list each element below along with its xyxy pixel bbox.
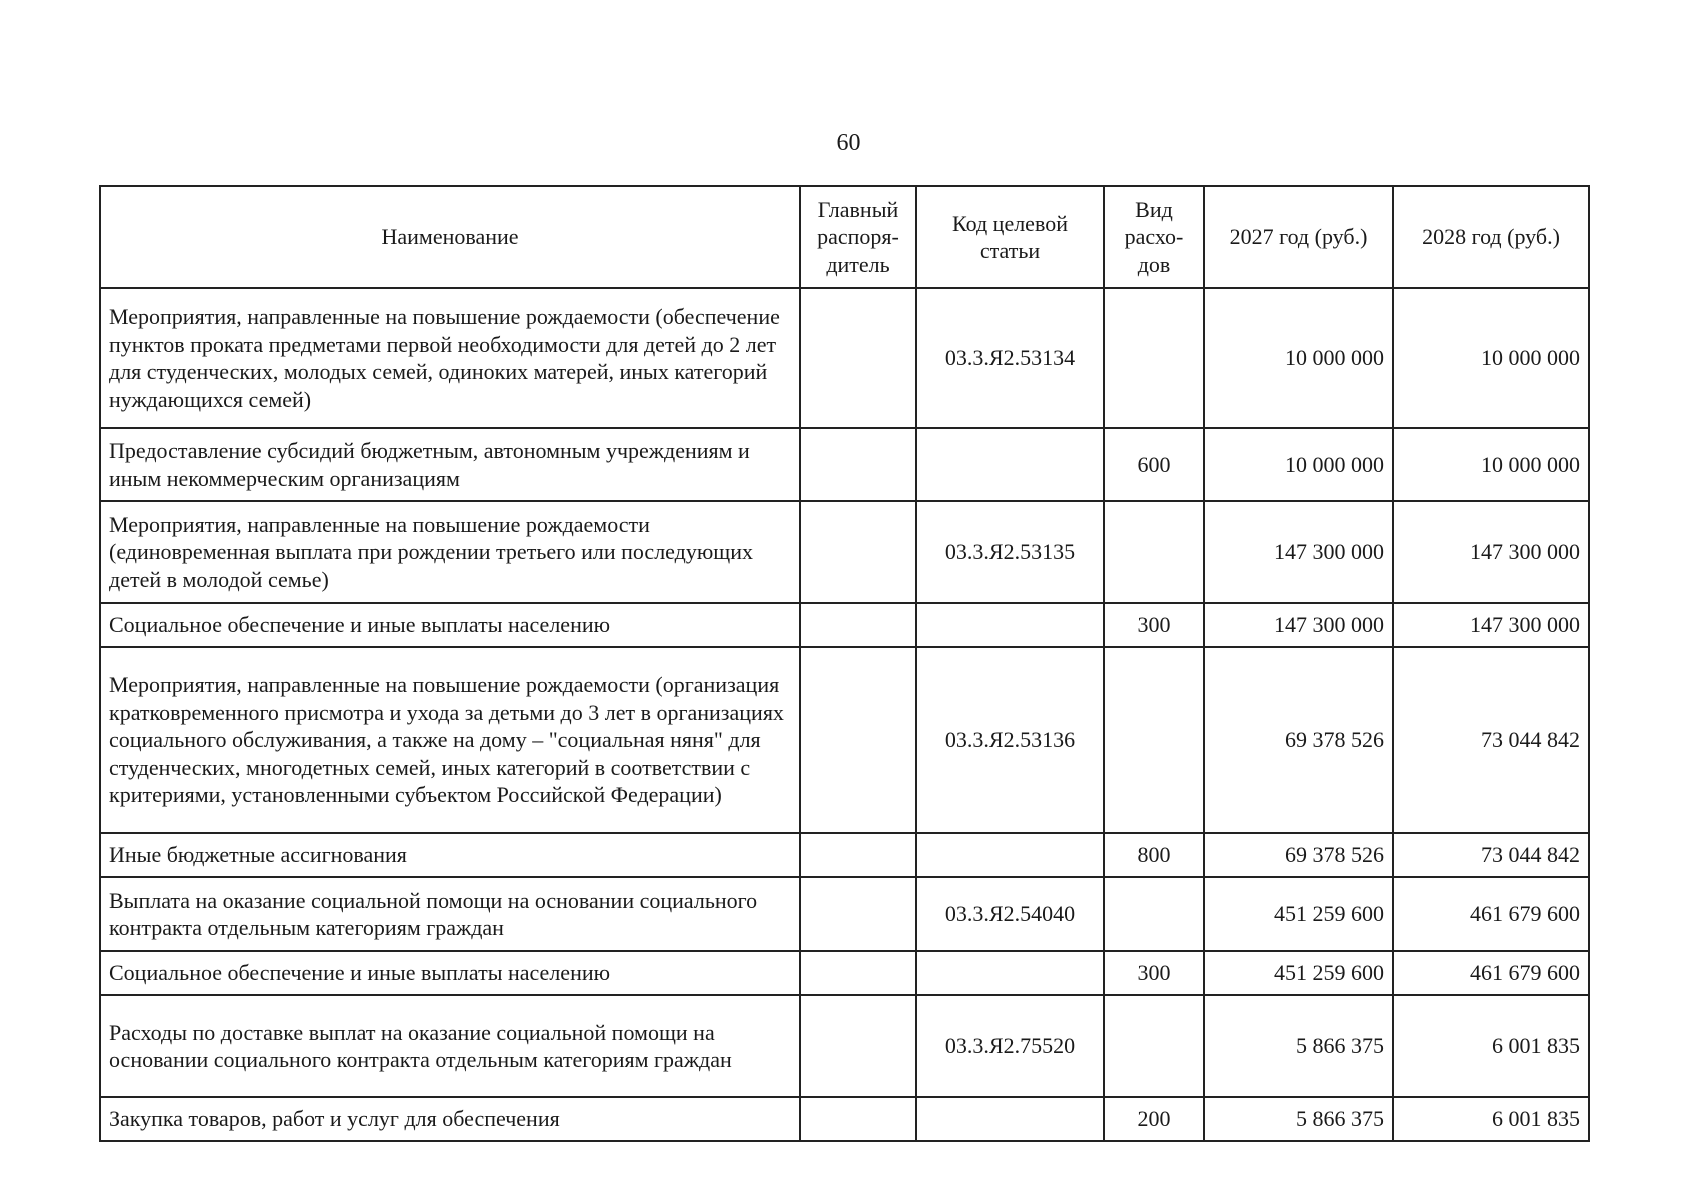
header-code: Код целевой статьи [916,186,1104,288]
row-type: 200 [1104,1097,1204,1141]
table-row [100,428,1589,501]
row-2028: 10 000 000 [1393,428,1589,501]
row-2027: 10 000 000 [1204,288,1393,428]
row-name: Закупка товаров, работ и услуг для обеспечения [100,1097,800,1141]
row-admin [800,647,916,833]
budget-table [99,185,1590,1142]
header-row [100,186,1589,288]
row-2028: 461 679 600 [1393,877,1589,951]
row-2027: 451 259 600 [1204,877,1393,951]
row-type [1104,288,1204,428]
row-2028: 147 300 000 [1393,603,1589,647]
row-2028: 6 001 835 [1393,995,1589,1097]
row-2027: 5 866 375 [1204,995,1393,1097]
row-2027: 69 378 526 [1204,833,1393,877]
row-2027: 147 300 000 [1204,501,1393,603]
header-type: Вид расхо-дов [1104,186,1204,288]
row-name: Социальное обеспечение и иные выплаты населению [100,951,800,995]
row-2028: 73 044 842 [1393,833,1589,877]
header-2028: 2028 год (руб.) [1393,186,1589,288]
row-name: Иные бюджетные ассигнования [100,833,800,877]
row-name: Мероприятия, направленные на повышение рождаемости (организация кратковременного присмотра и ухода за детьми до 3 лет в организациях социального обслуживания, а также на дому – "социальная няня" для студенческих, многодетных семей, иных категорий в соответствии с критериями, установленными субъектом Российской Федерации) [100,647,800,833]
table-row [100,951,1589,995]
row-name: Расходы по доставке выплат на оказание социальной помощи на основании социального контракта отдельным категориям граждан [100,995,800,1097]
table-row [100,288,1589,428]
row-type [1104,877,1204,951]
row-code: 03.3.Я2.54040 [916,877,1104,951]
row-admin [800,877,916,951]
row-name: Социальное обеспечение и иные выплаты населению [100,603,800,647]
row-2027: 451 259 600 [1204,951,1393,995]
row-code [916,951,1104,995]
table-row [100,995,1589,1097]
row-admin [800,603,916,647]
row-admin [800,288,916,428]
row-name: Предоставление субсидий бюджетным, автономным учреждениям и иным некоммерческим организациям [100,428,800,501]
row-2027: 5 866 375 [1204,1097,1393,1141]
page-number: 60 [836,130,861,156]
row-type [1104,501,1204,603]
table-row [100,501,1589,603]
header-2027: 2027 год (руб.) [1204,186,1393,288]
row-type [1104,995,1204,1097]
row-admin [800,428,916,501]
table-row [100,647,1589,833]
row-code: 03.3.Я2.53136 [916,647,1104,833]
row-name: Выплата на оказание социальной помощи на основании социального контракта отдельным категориям граждан [100,877,800,951]
row-admin [800,951,916,995]
row-name: Мероприятия, направленные на повышение рождаемости (единовременная выплата при рождении третьего или последующих детей в молодой семье) [100,501,800,603]
row-2027: 147 300 000 [1204,603,1393,647]
row-type: 600 [1104,428,1204,501]
row-2028: 10 000 000 [1393,288,1589,428]
row-2028: 73 044 842 [1393,647,1589,833]
row-name: Мероприятия, направленные на повышение рождаемости (обеспечение пунктов проката предметами первой необходимости для детей до 2 лет для студенческих, молодых семей, одиноких матерей, иных категорий нуждающихся семей) [100,288,800,428]
row-code [916,603,1104,647]
row-admin [800,1097,916,1141]
row-2028: 461 679 600 [1393,951,1589,995]
row-type: 300 [1104,603,1204,647]
row-type [1104,647,1204,833]
header-admin: Главный распоря-дитель [800,186,916,288]
row-code [916,1097,1104,1141]
table-row [100,1097,1589,1141]
table-row [100,603,1589,647]
row-code: 03.3.Я2.53135 [916,501,1104,603]
row-2028: 6 001 835 [1393,1097,1589,1141]
table-row [100,833,1589,877]
table-row [100,877,1589,951]
row-type: 300 [1104,951,1204,995]
row-admin [800,833,916,877]
row-admin [800,995,916,1097]
row-code: 03.3.Я2.75520 [916,995,1104,1097]
row-2027: 69 378 526 [1204,647,1393,833]
row-type: 800 [1104,833,1204,877]
row-code [916,833,1104,877]
row-code [916,428,1104,501]
row-2027: 10 000 000 [1204,428,1393,501]
row-code: 03.3.Я2.53134 [916,288,1104,428]
row-admin [800,501,916,603]
row-2028: 147 300 000 [1393,501,1589,603]
header-name: Наименование [100,186,800,288]
